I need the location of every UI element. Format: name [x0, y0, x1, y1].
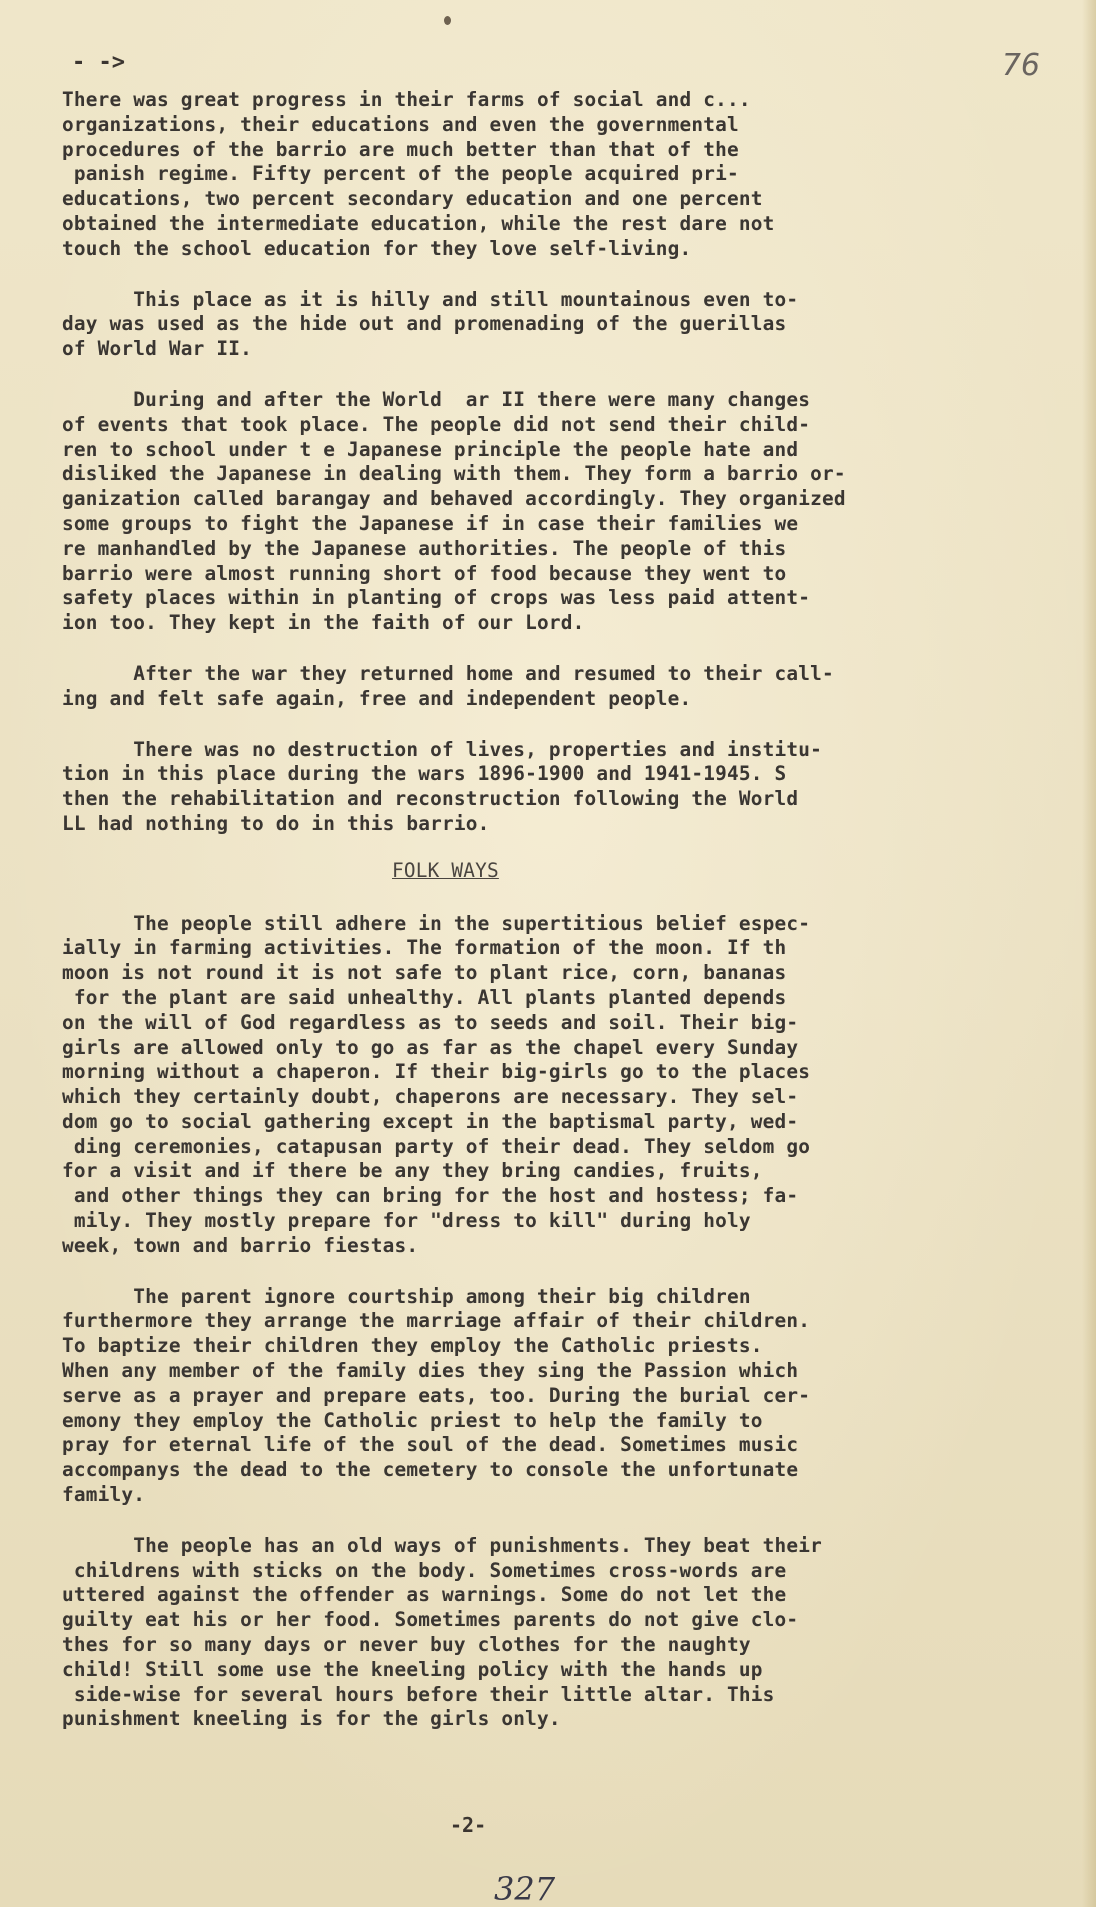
paragraph-no-destruction: There was no destruction of lives, properties and institu- tion in this place during the wars 1896-1900 and 1941-1945. S then the rehabilitation and reconstruction following the World LL had nothing to do in this barrio. — [62, 737, 822, 835]
footer-page-number: -2- — [450, 1813, 487, 1837]
paragraph-after-war: After the war they returned home and resumed to their call- ing and felt safe again, free and independent people. — [62, 661, 834, 710]
paragraph-punishments: The people has an old ways of punishments. They beat their childrens with sticks on the body. Sometimes cross-words are uttered against the offender as warnings. Some do not let the guilty eat his or her food. Sometimes parents do not give clo- thes for so many days or never buy clothes for the naughty child! Still some use the kneeling policy with the hands up side-wise for several hours before their little altar. This punishment kneeling is for the girls only. — [62, 1533, 822, 1731]
ink-dot — [444, 16, 451, 25]
handwritten-stamp-number: 327 — [494, 1870, 556, 1907]
section-heading-folk-ways: FOLK WAYS — [392, 858, 499, 882]
paragraph-progress: There was great progress in their farms of social and c... organizations, their educations and even the governmental procedures of the barrio are much better than that of the panish regime. Fifty percent of the people acquired pri- educations, two percent secondary education and one percent obtained the intermediate education, while the rest dare not touch the school education for they love self-living. — [62, 88, 775, 260]
handwritten-page-number: 76 — [1001, 48, 1040, 83]
corner-mark: - -> — [72, 50, 125, 75]
typewritten-body — [62, 88, 1052, 1758]
paragraph-war-changes: During and after the World ar II there were many changes of events that took place. The people did not send their child- ren to school under t e Japanese principle the people hate and disliked the Japanese in dealing with them. They form a barrio or- ganization called barangay and behaved accordingly. They organized some groups to fight the Japanese if in case their families we re manhandled by the Japanese authorities. The people of this barrio were almost running short of food because they went to safety places within in planting of crops was less paid attent- ion too. They kept in the faith of our Lord. — [62, 387, 846, 635]
paragraph-courtship-burial: The parent ignore courtship among their big children furthermore they arrange the marriage affair of their children. To baptize their children they employ the Catholic priests. When any member of the family dies they sing the Passion which serve as a prayer and prepare eats, too. During the burial cer- emony they employ the Catholic priest to help the family to pray for eternal life of the soul of the dead. Sometimes music accompanys the dead to the cemetery to console the unfortunate family. — [62, 1284, 811, 1507]
paper-edge-shadow — [1082, 0, 1096, 1907]
paragraph-superstitions: The people still adhere in the supertitious belief espec- ially in farming activities. The formation of the moon. If th moon is not round it is not safe to plant rice, corn, bananas for the plant are said unhealthy. All plants planted depends on the will of God regardless as to seeds and soil. Their big- girls are allowed only to go as far as the chapel every Sunday morning without a chaperon. If their big-girls go to the places which they certainly doubt, chaperons are necessary. They sel- dom go to social gathering except in the baptismal party, wed- ding ceremonies, catapusan party of their dead. They seldom go for a visit and if there be any they bring candies, fruits, and other things they can bring for the host and hostess; fa- mily. They mostly prepare for "dress to kill" during holy week, town and barrio fiestas. — [62, 911, 811, 1257]
paragraph-hide-out: This place as it is hilly and still mountainous even to- day was used as the hide out and promenading of the guerillas of World War II. — [62, 287, 799, 361]
